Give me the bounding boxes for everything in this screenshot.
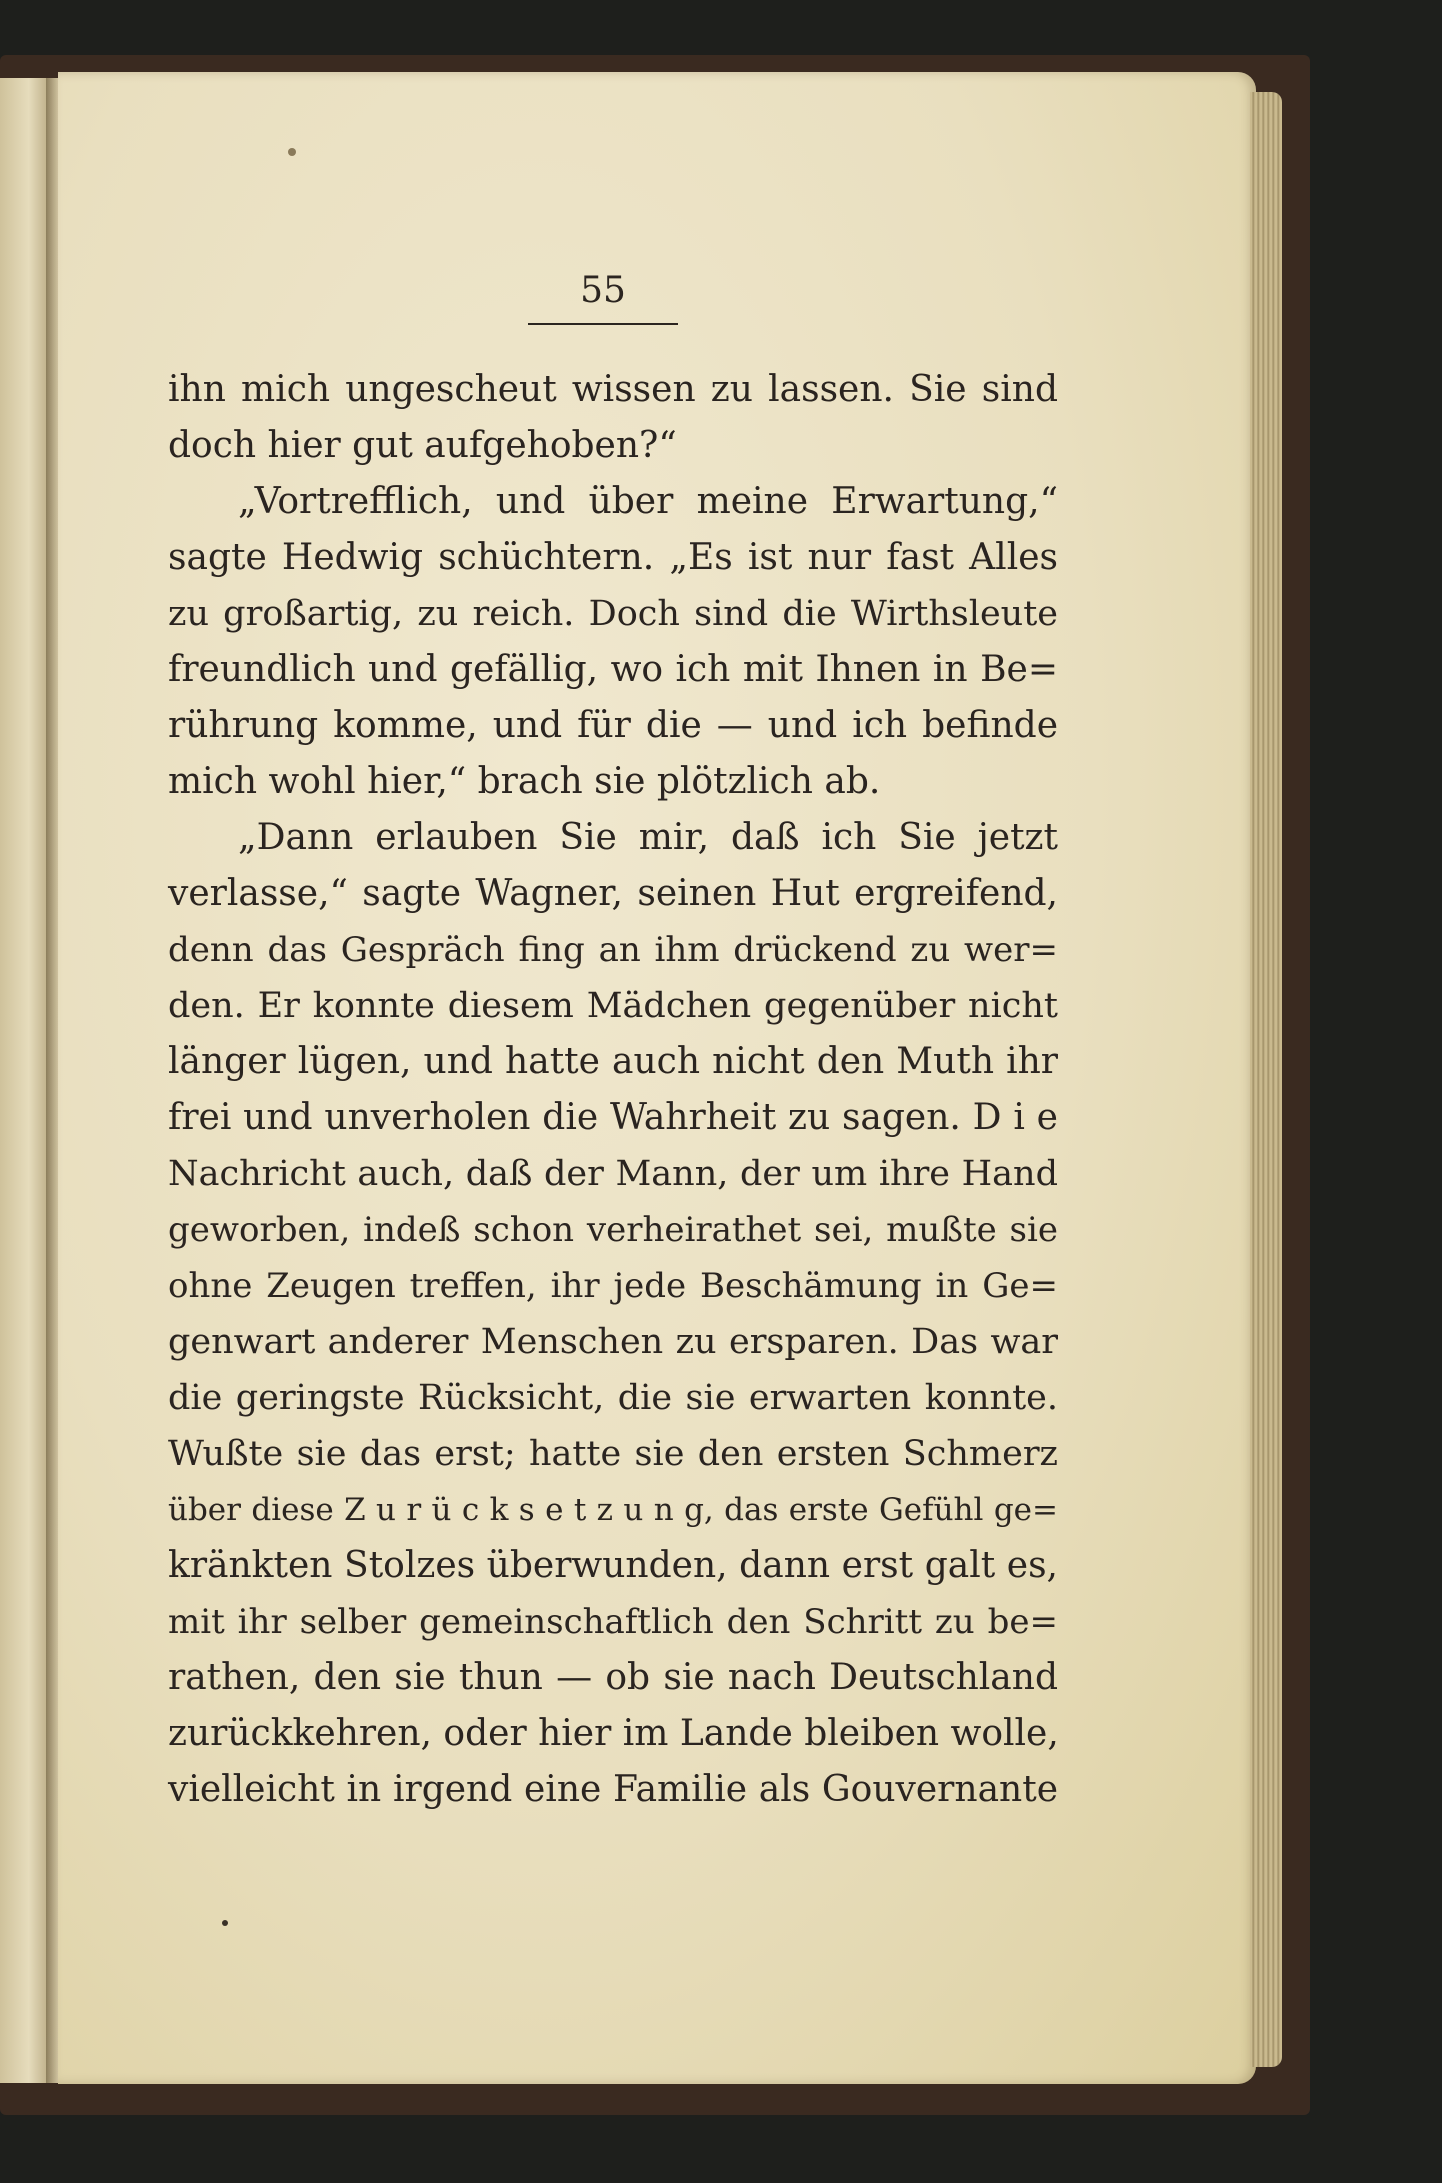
text-line: rathen, den sie thun — ob sie nach Deutschland: [168, 1657, 1058, 1698]
text-line: zu großartig, zu reich. Doch sind die Wirthsleute: [168, 594, 1058, 634]
page-number-rule: [528, 323, 678, 325]
text-line: sagte Hedwig schüchtern. „Es ist nur fast Alles: [168, 537, 1058, 578]
text-line: Wußte sie das erst; hatte sie den ersten Schmerz: [168, 1434, 1058, 1474]
text-line: verlasse,“ sagte Wagner, seinen Hut ergreifend,: [168, 873, 1058, 914]
page-number: 55: [580, 270, 626, 311]
text-line: „Vortrefflich, und über meine Erwartung,“: [238, 481, 1058, 522]
text-line: „Dann erlauben Sie mir, daß ich Sie jetzt: [238, 817, 1058, 858]
text-line: den. Er konnte diesem Mädchen gegenüber nicht: [168, 986, 1058, 1026]
text-line: mit ihr selber gemeinschaftlich den Schritt zu be=: [168, 1602, 1058, 1642]
text-line: vielleicht in irgend eine Familie als Gouvernante: [168, 1769, 1058, 1810]
paper-speck: [222, 1920, 228, 1926]
text-line: mich wohl hier,“ brach sie plötzlich ab.: [168, 761, 881, 802]
text-line: ihn mich ungescheut wissen zu lassen. Sie sind: [168, 369, 1058, 410]
text-line: Nachricht auch, daß der Mann, der um ihre Hand: [168, 1154, 1058, 1194]
text-line: ohne Zeugen treffen, ihr jede Beschämung in Ge=: [168, 1266, 1058, 1306]
body-text: [168, 362, 1058, 1818]
text-line: länger lügen, und hatte auch nicht den Muth ihr: [168, 1041, 1058, 1082]
text-line: zurückkehren, oder hier im Lande bleiben wolle,: [168, 1713, 1059, 1754]
text-line: die geringste Rücksicht, die sie erwarten konnte.: [168, 1378, 1058, 1418]
text-line: denn das Gespräch fing an ihm drückend zu wer=: [168, 930, 1058, 970]
paper-speck: [288, 148, 296, 156]
text-line: über diese Z u r ü c k s e t z u n g, das erste Gefühl ge=: [168, 1492, 1058, 1528]
text-line: frei und unverholen die Wahrheit zu sagen. D i e: [168, 1097, 1058, 1138]
left-page-edge: [0, 78, 48, 2083]
text-line: doch hier gut aufgehoben?“: [168, 425, 677, 466]
text-line: rührung komme, und für die — und ich befinde: [168, 705, 1058, 746]
text-line: kränkten Stolzes überwunden, dann erst galt es,: [168, 1545, 1058, 1586]
text-line: geworben, indeß schon verheirathet sei, mußte sie: [168, 1210, 1058, 1250]
page-stack-edge: [1250, 92, 1282, 2067]
text-line: freundlich und gefällig, wo ich mit Ihnen in Be=: [168, 649, 1058, 690]
text-line: genwart anderer Menschen zu ersparen. Das war: [168, 1322, 1058, 1362]
